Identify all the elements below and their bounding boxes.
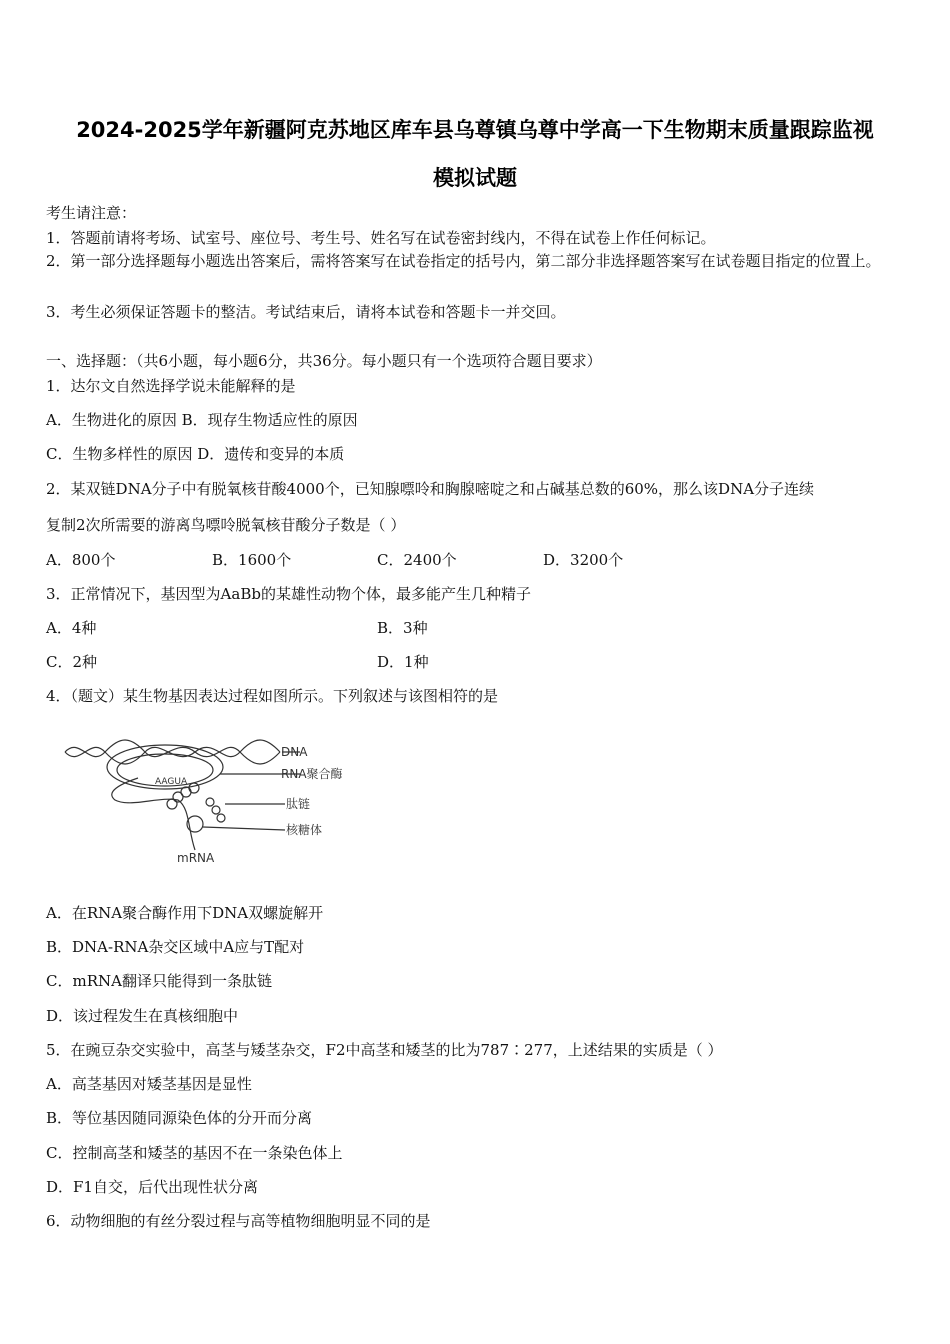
question-4-option-d: D．该过程发生在真核细胞中 xyxy=(46,1007,239,1025)
notice-item-2: 2．第一部分选择题每小题选出答案后，需将答案写在试卷指定的括号内，第二部分非选择题答案写在试卷题目指定的位置上。 xyxy=(46,252,881,270)
notice-item-1: 1．答题前请将考场、试室号、座位号、考生号、姓名写在试卷密封线内，不得在试卷上作任何标记。 xyxy=(46,229,716,247)
question-4-option-a: A．在RNA聚合酶作用下DNA双螺旋解开 xyxy=(46,904,324,922)
question-1-options-cd: C．生物多样性的原因 D．遗传和变异的本质 xyxy=(46,445,345,463)
question-1-options-ab: A．生物进化的原因 B．现存生物适应性的原因 xyxy=(46,411,358,429)
question-3-option-b: B．3种 xyxy=(377,619,428,637)
question-2-option-a: A．800个 xyxy=(46,551,116,569)
question-3-option-c: C．2种 xyxy=(46,653,98,671)
question-2-option-b: B．1600个 xyxy=(212,551,292,569)
exam-title-line1: 2024-2025学年新疆阿克苏地区库车县乌尊镇乌尊中学高一下生物期末质量跟踪监视 xyxy=(76,118,874,142)
question-4-option-c: C．mRNA翻译只能得到一条肽链 xyxy=(46,972,272,990)
question-5-option-d: D．F1自交，后代出现性状分离 xyxy=(46,1178,258,1196)
dna-strand-upper xyxy=(65,740,280,764)
question-5-option-b: B．等位基因随同源染色体的分开而分离 xyxy=(46,1109,313,1127)
question-3-option-d: D．1种 xyxy=(377,653,429,671)
question-5-option-c: C．控制高茎和矮茎的基因不在一条染色体上 xyxy=(46,1144,343,1162)
notice-heading: 考生请注意： xyxy=(46,204,137,222)
gene-expression-diagram xyxy=(60,722,360,867)
rna-polymerase-label: RNA聚合酶 xyxy=(281,767,343,781)
mrna-label: mRNA xyxy=(177,851,215,865)
question-6-stem: 6．动物细胞的有丝分裂过程与高等植物细胞明显不同的是 xyxy=(46,1212,431,1230)
notice-item-3: 3．考生必须保证答题卡的整洁。考试结束后，请将本试卷和答题卡一并交回。 xyxy=(46,303,566,321)
question-1-stem: 1．达尔文自然选择学说未能解释的是 xyxy=(46,377,296,395)
question-2-stem-line2: 复制2次所需要的游离鸟嘌呤脱氧核苷酸分子数是（ ） xyxy=(46,516,406,534)
dna-strand-lower xyxy=(65,740,280,764)
question-3-stem: 3．正常情况下，基因型为AaBb的某雄性动物个体，最多能产生几种精子 xyxy=(46,585,531,603)
question-2-option-d: D．3200个 xyxy=(543,551,624,569)
question-5-stem: 5．在豌豆杂交实验中，高茎与矮茎杂交，F2中高茎和矮茎的比为787∶277，上述结果的实质是（ ） xyxy=(46,1041,723,1059)
question-4-option-b: B．DNA-RNA杂交区域中A应与T配对 xyxy=(46,938,305,956)
hybrid-sequence-label: AAGUA xyxy=(155,777,188,787)
question-2-option-c: C．2400个 xyxy=(377,551,457,569)
question-5-option-a: A．高茎基因对矮茎基因是显性 xyxy=(46,1075,252,1093)
ribosome-label: 核糖体 xyxy=(286,823,323,837)
exam-title-line2: 模拟试题 xyxy=(433,166,517,190)
question-3-option-a: A．4种 xyxy=(46,619,97,637)
question-4-stem: 4．（题文）某生物基因表达过程如图所示。下列叙述与该图相符的是 xyxy=(46,687,499,705)
question-2-stem-line1: 2．某双链DNA分子中有脱氧核苷酸4000个，已知腺嘌呤和胸腺嘧啶之和占碱基总数的60%，那么该DNA分子连续 xyxy=(46,480,815,498)
section-heading: 一、选择题：（共6小题，每小题6分，共36分。每小题只有一个选项符合题目要求） xyxy=(46,352,602,370)
peptide-chain-label: 肽链 xyxy=(286,797,311,811)
dna-label: DNA xyxy=(281,745,308,759)
